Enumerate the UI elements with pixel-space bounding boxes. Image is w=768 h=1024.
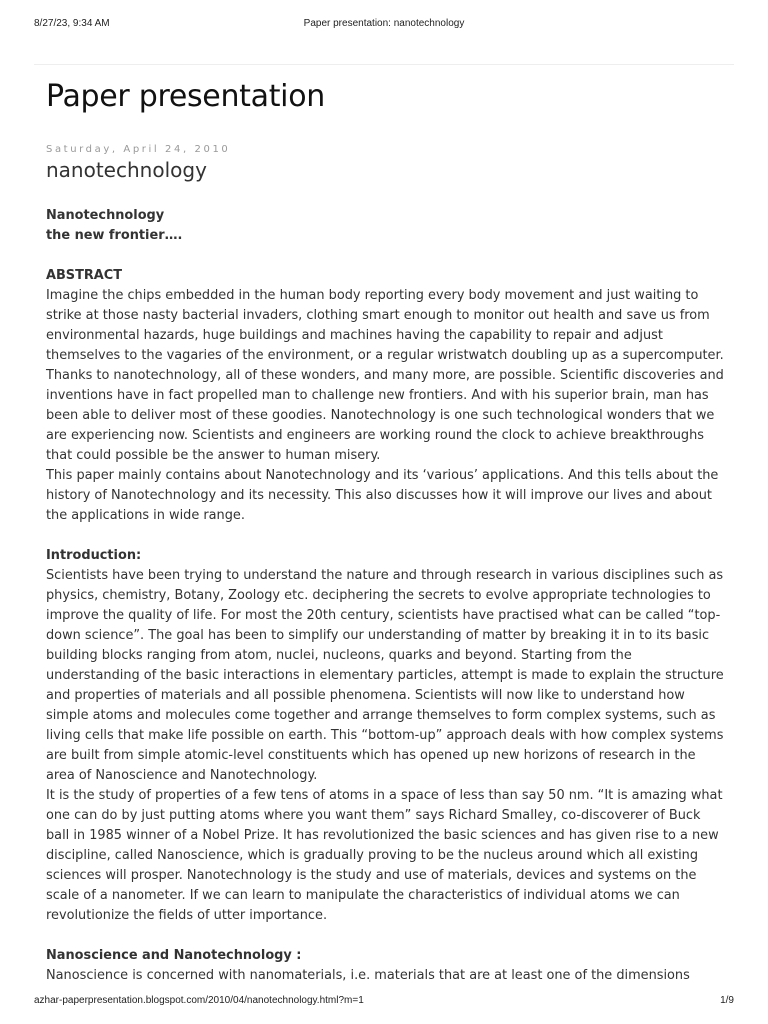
abstract-paragraph: Imagine the chips embedded in the human body reporting every body movement and just waiting to strike at those nasty bacterial invaders, clothing smart enough to monitor out health and save us from environmental hazards, huge buildings and machines having the capability to repair and adjust themselves to the vagaries of the environment, or a regular wristwatch doubling up as a supercomputer. Thanks to nanotechnology, all of these wonders, and many more, are possible. Scientific discoveries and inventions have in fact propelled man to challenge new frontiers. And with his superior brain, man has been able to deliver most of these goodies. Nanotechnology is one such technological wonders that we are experiencing now. Scientists and engineers are working round the clock to achieve breakthroughs that could possible be the answer to human misery.: [46, 288, 724, 463]
abstract-heading: ABSTRACT: [46, 268, 123, 283]
nanoscience-heading: Nanoscience and Nanotechnology :: [46, 948, 302, 963]
nanoscience-paragraph: Nanoscience is concerned with nanomaterials, i.e. materials that are at least one of the dimensions: [46, 968, 690, 983]
print-header: [34, 18, 734, 32]
introduction-heading: Introduction:: [46, 548, 142, 563]
print-date: 8/27/23, 9:34 AM: [34, 18, 110, 29]
introduction-paragraph: Scientists have been trying to understand the nature and through research in various disciplines such as physics, chemistry, Botany, Zoology etc. deciphering the secrets to evolve appropriate technologies to improve the quality of life. For most the 20th century, scientists have practised what can be called “top-down science”. The goal has been to simplify our understanding of matter by breaking it in to its basic building blocks ranging from atom, nuclei, nucleons, quarks and beyond. Starting from the understanding of the basic interactions in elementary particles, attempt is made to explain the structure and properties of materials and all possible phenomena. Scientists will now like to understand how simple atoms and molecules come together and arrange themselves to form complex systems, such as living cells that make life possible on earth. This “bottom-up” approach deals with how complex systems are built from simple atomic-level constituents which has opened up new horizons of research in the area of Nanoscience and Nanotechnology.: [46, 568, 724, 783]
abstract-paragraph: This paper mainly contains about Nanotechnology and its ‘various’ applications. And this tells about the history of Nanotechnology and its necessity. This also discusses how it will improve our lives and about the applications in wide range.: [46, 468, 719, 523]
post-title[interactable]: nanotechnology: [46, 158, 207, 182]
post-body: [46, 206, 724, 986]
page-number: 1/9: [720, 995, 734, 1006]
header-divider: [34, 64, 734, 65]
print-page-title: Paper presentation: nanotechnology: [303, 18, 465, 29]
post-date: Saturday, April 24, 2010: [46, 144, 231, 155]
print-url: azhar-paperpresentation.blogspot.com/2010/04/nanotechnology.html?m=1: [34, 995, 364, 1006]
post-subheading: the new frontier….: [46, 228, 183, 243]
print-footer: [34, 995, 734, 1009]
post-heading: Nanotechnology: [46, 208, 165, 223]
introduction-paragraph: It is the study of properties of a few tens of atoms in a space of less than say 50 nm. “It is amazing what one can do by just putting atoms where you want them” says Richard Smalley, co-discoverer of Buck ball in 1985 winner of a Nobel Prize. It has revolutionized the basic sciences and has given rise to a new discipline, called Nanoscience, which is gradually proving to be the nucleus around which all existing sciences will prosper. Nanotechnology is the study and use of materials, devices and systems on the scale of a nanometer. If we can learn to manipulate the characteristics of individual atoms we can revolutionize the fields of utter importance.: [46, 788, 723, 923]
blog-title[interactable]: Paper presentation: [46, 79, 325, 114]
